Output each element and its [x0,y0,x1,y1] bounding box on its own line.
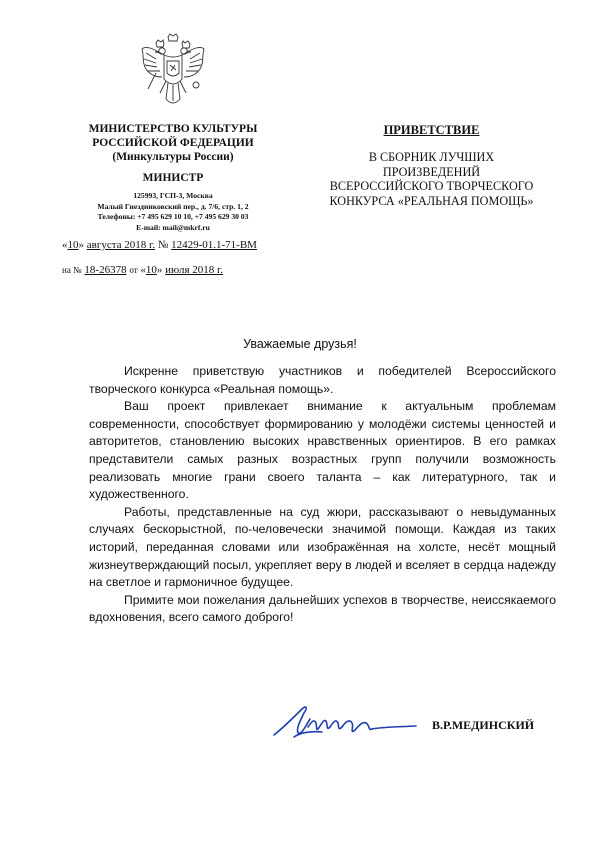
state-emblem-icon [138,33,208,113]
phone-line: Телефоны: +7 495 629 10 10, +7 495 629 30 03 [97,212,249,221]
subtitle-line: КОНКУРСА «РЕАЛЬНАЯ ПОМОЩЬ» [329,193,534,208]
letter-body [89,363,556,627]
body-paragraph: Ваш проект привлекает внимание к актуальным проблемам современности, способствует формированию у молодёжи системы ценностей и авторитетов, становлению высоких нравственных ориентиров. В его рамках представители самых разных возрастных групп получили возможность реализовать многие грани своего таланта – как литературного, так и художественного. [89,399,556,502]
subtitle-line: В СБОРНИК ЛУЧШИХ [368,150,495,164]
quote-close: » [156,264,163,276]
body-paragraph: Работы, представленные на суд жюри, рассказывают о невыдуманных случаях бескорыстной, по-человечески значимой помощи. Каждая из таких историй, переданная словами или изображённая на холсте, несёт мощный жизнеутверждающий посыл, укрепляет веру в людей и вселяет в сердца надежду на светлое и гармоничное будущее. [89,504,556,590]
number-label: № [157,239,169,251]
body-paragraph: Искренне приветствую участников и победителей Всероссийского творческого конкурса «Реальная помощь». [89,364,556,396]
reference-registration-line [62,264,223,276]
registration-day: 10 [67,239,79,251]
ref-month-year: июля 2018 г. [165,264,224,276]
outgoing-registration-line [62,239,257,251]
document-title: ПРИВЕТСТВИЕ [383,123,480,137]
document-subtitle [305,150,558,208]
position-title: МИНИСТР [142,172,204,184]
address-line: Малый Гнездниковский пер., д. 7/6, стр. 1, 2 [97,201,249,211]
quote-open: « [62,239,68,251]
letterhead [62,122,284,233]
address-block [62,191,284,233]
quote-open: « [140,264,146,276]
ref-number: 18-26378 [84,264,127,276]
ref-label: на № [62,265,82,275]
address-line: 125993, ГСП-3, Москва [133,191,213,200]
body-paragraph: Примите мои пожелания дальнейших успехов в творчестве, неиссякаемого вдохновения, всего самого доброго! [89,592,556,625]
signer-name: В.Р.МЕДИНСКИЙ [432,718,535,732]
email-line: E-mail: mail@mkrf.ru [136,222,210,232]
document-heading [305,122,558,208]
ref-from-label: от [129,265,138,275]
quote-close: » [78,239,84,251]
signature-icon [270,697,420,743]
registration-month-year: августа 2018 г. [86,239,156,251]
subtitle-line: ПРОИЗВЕДЕНИЙ [382,164,481,179]
ref-day: 10 [145,264,157,276]
subtitle-line: ВСЕРОССИЙСКОГО ТВОРЧЕСКОГО [329,179,534,193]
ministry-short-name: (Минкультуры России) [112,151,234,163]
ministry-name-line2: РОССИЙСКОЙ ФЕДЕРАЦИИ [92,137,254,149]
ministry-name-line1: МИНИСТЕРСТВО КУЛЬТУРЫ [88,123,258,135]
registration-number: 12429-01.1-71-ВМ [171,239,257,251]
salutation: Уважаемые друзья! [243,337,357,351]
